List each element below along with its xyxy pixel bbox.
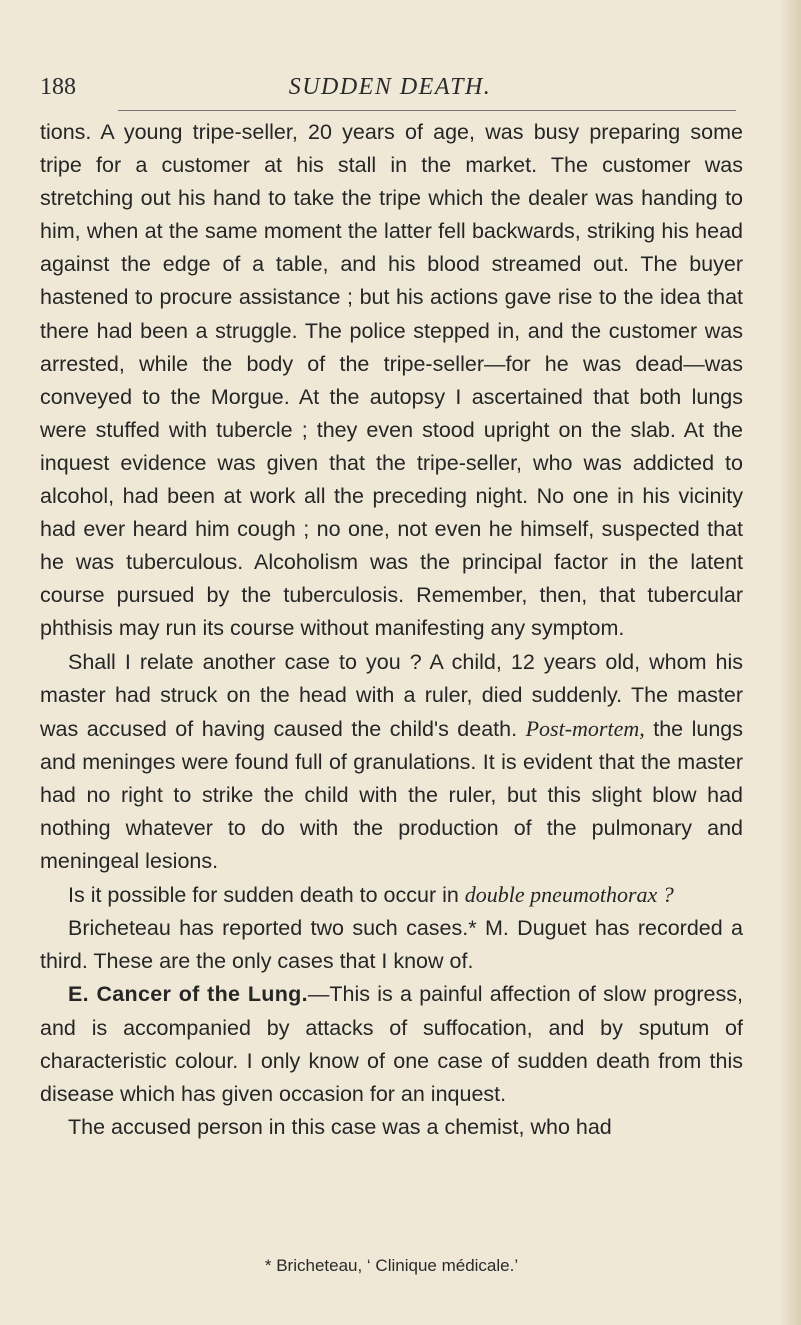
page-edge-shadow [779, 0, 801, 1325]
pneumothorax-question-start: Is it possible for sudden death to occur in [68, 883, 465, 908]
paragraph-child-case [40, 646, 743, 879]
paragraph-chemist: The accused person in this case was a chemist, who had [68, 1114, 612, 1139]
section-heading-cancer-of-lung: E. Cancer of the Lung. [68, 982, 308, 1007]
paragraph-pneumothorax-question [40, 878, 743, 912]
paragraph-cancer-of-lung [40, 978, 743, 1110]
body-text [40, 116, 743, 1144]
cancer-of-lung-body: —This is a painful affection of slow progress, and is accompanied by attacks of suffocation, and by sputum of characteristic colour. I only know of one case of sudden death from this disease which has given occasion for an inquest. [40, 982, 743, 1106]
paragraph-bricheteau: Bricheteau has reported two such cases.* M. Duguet has recorded a third. These are the only cases that I know of. [40, 916, 743, 974]
post-mortem-italic: Post-mortem, [525, 715, 645, 741]
page-number: 188 [40, 74, 76, 100]
paragraph-tripe-seller: tions. A young tripe-seller, 20 years of age, was busy preparing some tripe for a customer at his stall in the market. The customer was stretching out his hand to take the tripe which the dealer was handing to him, when at the same moment the latter fell backwards, striking his head against the edge of a table, and his blood streamed out. The buyer hastened to procure assistance ; but his actions gave rise to the idea that there had been a struggle. The police stepped in, and the customer was arrested, while the body of the tripe-seller—for he was dead—was conveyed to the Morgue. At the autopsy I ascertained that both lungs were stuffed with tubercle ; they even stood upright on the slab. At the inquest evidence was given that the tripe-seller, who was addicted to alcohol, had been at work all the preceding night. No one in his vicinity had ever heard him cough ; no one, not even he himself, suspected that he was tuberculous. Alcoholism was the principal factor in the latent course pursued by the tuberculosis. Remember, then, that tubercular phthisis may run its course without manifesting any symptom. [40, 120, 743, 641]
paragraph-child-case-end: the lungs and meninges were found full of granulations. It is evident that the master had no right to strike the child with the ruler, but this slight blow had nothing whatever to do with the production of the pulmonary and meningeal lesions. [40, 716, 743, 874]
footnote: * Bricheteau, ‘ Clinique médicale.’ [264, 1256, 519, 1275]
double-pneumothorax-italic: double pneumothorax ? [464, 882, 674, 908]
page-header [40, 70, 740, 104]
paragraph-child-case-start: Shall I relate another case to you ? A child, 12 years old, whom his master had struck on the head with a ruler, died suddenly. The master was accused of having caused the child's death. [40, 649, 743, 741]
header-rule [118, 110, 736, 111]
running-title: SUDDEN DEATH. [288, 74, 492, 100]
